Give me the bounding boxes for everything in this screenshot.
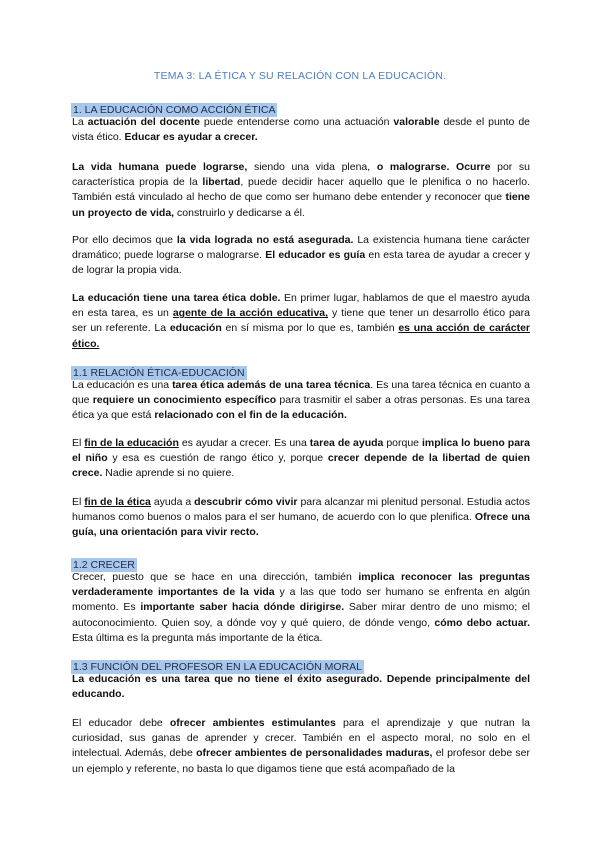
bold-text: educación bbox=[169, 322, 222, 335]
text-run: El bbox=[72, 496, 85, 508]
text-run: y esa es cuestión de rango ético y, porque bbox=[107, 452, 328, 465]
bold-text: Ofrece una guía, una orientación para vivir recto. bbox=[72, 511, 531, 539]
text-run: Esta última es la pregunta más importante de la ética. bbox=[72, 631, 323, 644]
bold-text: valorable bbox=[393, 116, 440, 128]
bold-text: libertad bbox=[202, 176, 241, 189]
bold-text: cómo debo actuar. bbox=[434, 616, 530, 629]
text-run: por su característica propia de la bbox=[72, 161, 530, 189]
paragraph-text bbox=[72, 570, 530, 646]
paragraph-text bbox=[72, 495, 530, 541]
paragraph-text bbox=[72, 436, 530, 482]
text-run: Crecer, puesto que se hace en una dirección, también bbox=[72, 571, 359, 583]
bold-text: tarea ética además de una tarea técnica bbox=[172, 379, 371, 391]
bold-text: tiene un proyecto de vida, bbox=[72, 191, 530, 219]
text-run: ayuda a bbox=[150, 496, 195, 508]
paragraph bbox=[72, 570, 530, 646]
section-heading: 1.1 RELACIÓN ÉTICA-EDUCACIÓN bbox=[73, 367, 245, 379]
bold-text: Educar es ayudar a crecer. bbox=[124, 131, 258, 144]
text-run: desde el punto de vista ético. bbox=[72, 116, 530, 144]
bold-text: crecer depende de la libertad de quien crece. bbox=[72, 452, 530, 480]
section-heading: 1.3 FUNCIÓN DEL PROFESOR EN LA EDUCACIÓN MORAL bbox=[73, 661, 363, 673]
text-run: El bbox=[72, 437, 85, 449]
text-run: construirlo y dedicarse a él. bbox=[174, 206, 305, 219]
bold-text: La educación es una tarea que no tiene el éxito asegurado. Depende principalmente del educando. bbox=[72, 673, 530, 701]
bold-text: tarea de ayuda bbox=[309, 437, 384, 449]
bold-text: o malograrse. Ocurre bbox=[376, 161, 491, 173]
section-heading: 1.2 CRECER bbox=[73, 559, 135, 571]
text-run: Por ello decimos que bbox=[72, 234, 177, 246]
paragraph bbox=[72, 233, 530, 279]
text-run: para el aprendizaje y que nutran la curiosidad, sus ganas de aprender y crecer. También en el aspecto moral, no solo en el intelectual. Además, debe bbox=[72, 717, 530, 760]
text-run: . Es una tarea técnica en cuanto a que bbox=[72, 379, 531, 407]
text-run: para trasmitir el saber a otras personas. Es una tarea ética ya que está bbox=[72, 394, 530, 422]
text-run: El educador debe bbox=[72, 717, 170, 729]
bold-text: implica lo bueno para el niño bbox=[72, 437, 530, 465]
bold-underlined-text: fin de la ética bbox=[84, 496, 151, 508]
paragraph bbox=[72, 436, 530, 482]
bold-text: actuación del docente bbox=[87, 116, 200, 128]
bold-text: La vida humana puede lograrse, bbox=[72, 161, 248, 173]
text-run: en sí misma por lo que es, también bbox=[221, 322, 399, 335]
paragraph-text bbox=[72, 716, 530, 777]
bold-text: requiere un conocimiento específico bbox=[92, 394, 277, 407]
paragraph bbox=[72, 378, 530, 424]
text-run: Saber mirar dentro de uno mismo; el autoconocimiento. Quien soy, a dónde voy y qué quiero, de dónde vengo, bbox=[72, 601, 531, 629]
text-run: La existencia humana tiene carácter dramático; puede lograrse o malograrse. bbox=[72, 234, 530, 262]
text-run: La educación es una bbox=[72, 379, 173, 391]
paragraph bbox=[72, 115, 530, 145]
bold-text: ofrecer ambientes de personalidades maduras, bbox=[196, 747, 433, 760]
paragraph-text bbox=[72, 233, 530, 279]
bold-underlined-text: agente de la acción educativa, bbox=[172, 307, 329, 320]
paragraph bbox=[72, 495, 530, 541]
paragraph bbox=[72, 291, 530, 352]
bold-underlined-text: es una acción de carácter ético. bbox=[72, 322, 531, 350]
paragraph bbox=[72, 716, 530, 777]
text-run: en esta tarea de ayudar a crecer y de lograr la propia vida. bbox=[72, 249, 530, 277]
paragraph-text bbox=[72, 672, 530, 702]
text-run: el profesor debe ser un ejemplo y referente, no basta lo que digamos tiene que está acompañado de la bbox=[72, 747, 530, 775]
paragraph-text bbox=[72, 115, 530, 145]
text-run: y a las que todo ser humano se enfrenta en algún momento. Es bbox=[72, 586, 531, 614]
paragraph bbox=[72, 672, 530, 702]
paragraph-text bbox=[72, 291, 530, 352]
text-run: es ayudar a crecer. Es una bbox=[178, 437, 310, 449]
bold-text: relacionado con el fin de la educación. bbox=[154, 409, 347, 422]
bold-underlined-text: fin de la educación bbox=[84, 437, 179, 449]
text-run: siendo una vida plena, bbox=[247, 161, 377, 173]
paragraph bbox=[72, 160, 530, 221]
text-run: y tiene que tener un desarrollo ético para ser un referente. La bbox=[72, 307, 530, 335]
bold-text: La educación tiene una tarea ética doble. bbox=[72, 292, 281, 304]
text-run: para alcanzar mi plenitud personal. Estudia actos humanos como buenos o malos para el ser humano, de acuerdo con lo que plenifica. bbox=[72, 496, 530, 524]
document-title: TEMA 3: LA ÉTICA Y SU RELACIÓN CON LA EDUCACIÓN. bbox=[153, 70, 447, 82]
text-run: porque bbox=[383, 437, 422, 449]
bold-text: ofrecer ambientes estimulantes bbox=[169, 717, 336, 729]
bold-text: importante saber hacia dónde dirigirse. bbox=[140, 601, 345, 614]
text-run: , puede decidir hacer aquello que le plenifica o no hacerlo. También está vinculado al hecho de que como ser humano debe entender y reconocer que bbox=[72, 176, 530, 204]
text-run: Nadie aprende si no quiere. bbox=[102, 467, 235, 480]
paragraph-text bbox=[72, 378, 530, 424]
bold-text: El educador es guía bbox=[265, 249, 366, 262]
section-heading: 1. LA EDUCACIÓN COMO ACCIÓN ÉTICA bbox=[73, 104, 276, 116]
text-run: La bbox=[72, 116, 88, 128]
bold-text: implica reconocer las preguntas verdaderamente importantes de la vida bbox=[72, 571, 530, 599]
text-run: En primer lugar, hablamos de que el maestro ayuda en esta tarea, es un bbox=[72, 292, 530, 320]
bold-text: descubrir cómo vivir bbox=[194, 496, 298, 508]
paragraph-text bbox=[72, 160, 530, 221]
bold-text: la vida lograda no está asegurada. bbox=[176, 234, 354, 246]
text-run: puede entenderse como una actuación bbox=[199, 116, 394, 128]
